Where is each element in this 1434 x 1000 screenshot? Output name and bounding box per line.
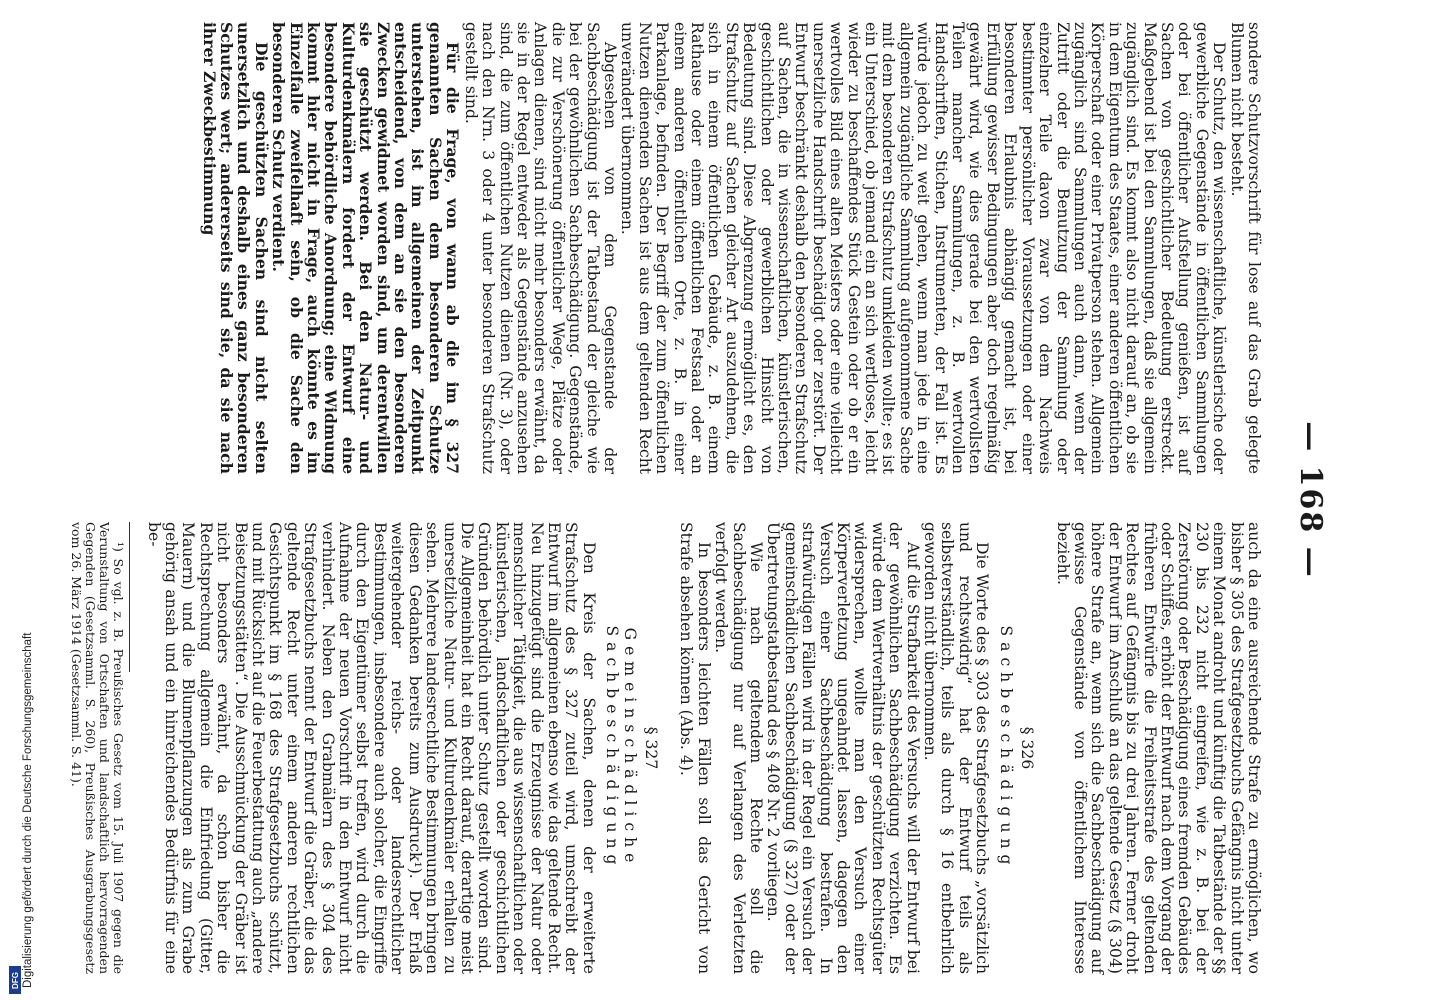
left-column [132, 22, 1262, 474]
paragraph: Auf die Strafbarkeit des Versuchs will der Entwurf bei der gewöhnlichen Sachbeschädigung verzichten. Es würde dem Wertverhältnis der geschützten Rechtsgüter widersprechen, wollte man den Versuch einer Körperverletzung ungeahndet lassen, dagegen den Versuch einer Sachbeschädigung bestrafen. In strafwürdigen Fällen wird in der Regel ein Versuch der gemeinschädlichen Sachbeschädigung (§ 327) oder der Übertretungstatbestand des § 408 Nr. 2 vorliegen. [764, 522, 922, 974]
paragraph: Für die Frage, von wann ab die im § 327 genannten Sachen dem besonderen Schutze unterstehen, ist im allgemeinen der Zeitpunkt entscheidend, von dem an sie den besonderen Zwecken gewidmet worden sind, um derentwillen sie geschützt werden. Bei den Natur- und Kulturdenkmälern fordert der Entwurf eine besondere behördliche Anordnung; eine Widmung kommt hier nicht in Frage, auch könnte es im Einzelfalle zweifelhaft sein, ob die Sache den besonderen Schutz verdient. [269, 22, 463, 474]
section-number-327: § 327 [642, 726, 660, 770]
paragraph: Abgesehen von dem Gegenstande der Sachbeschädigung ist der Tatbestand der gleiche wie bei der gewöhnlichen Sachbeschädigung. Gegenstände, die zur Verschönerung öffentlicher Wege, Plätze oder Anlagen dienen, sind nicht mehr besonders erwähnt, da sie in der Regel entweder als Gegenstände anzusehen sind, die zum öffentlichen Nutzen dienen (Nr. 3), oder nach den Nrn. 3 oder 4 unter besonderen Strafschutz gestellt sind. [461, 22, 619, 474]
paragraph: Der Schutz, den wissenschaftliche, künstlerische oder gewerbliche Gegenstände in öffentlichen Sammlungen oder bei öffentlicher Aufstellung genießen, ist auf Sachen von geschichtlicher Bedeutung erstreckt. Maßgebend ist bei den Sammlungen, daß sie allgemein zugänglich sind. Es kommt also nicht darauf an, ob sie in dem Eigentum des Staates, einer anderen öffentlichen Körperschaft oder einer Privatperson stehen. Allgemein zugänglich sind Sammlungen auch dann, wenn der Zutritt oder die Benutzung der Sammlung oder einzelner Teile davon zwar von dem Nachweis bestimmter persönlicher Voraussetzungen oder einer besonderen Erlaubnis abhängig gemacht ist, bei Erfüllung gewisser Bedingungen aber doch regelmäßig gewährt wird, wie dies gerade bei den wertvollsten Teilen mancher Sammlungen, z. B. wertvollen Handschriften, Stichen, Instrumenten, der Fall ist. Es würde jedoch zu weit gehen, wenn man jede in eine allgemein zugängliche Sammlung aufgenommene Sache mit dem besonderen Strafschutz umkleiden wollte; es ist ein Unterschied, ob jemand ein an sich wertloses, leicht wieder zu beschaffendes Stück Gestein oder ob er ein wertvolles Bild eines alten Meisters oder eine vielleicht unersetzliche Handschrift beschädigt oder zerstört. Der Entwurf beschränkt deshalb den besonderen Strafschutz auf Sachen, die in wissenschaftlichen, künstlerischen, geschichtlichen oder gewerblichen Hinsicht von Bedeutung sind. Diese Abgrenzung ermöglicht es, den Strafschutz auf Sachen gleicher Art auszudehnen, die sich in einem öffentlichen Gebäude, z. B. einem Rathause oder einem öffentlichen Festsaal oder an einem anderen öffentlichen Orte, z. B. in einer Parkanlage, befinden. Der Begriff der zum öffentlichen Nutzen dienenden Sachen ist aus dem geltenden Recht unverändert übernommen. [618, 22, 1229, 474]
paragraph: Die geschützten Sachen sind nicht selten unersetzlich und deshalb eines ganz besonderen Schutzes wert; andererseits sind sie, da sie nach ihrer Zweckbestimmung [199, 22, 271, 474]
paragraph: In besonders leichten Fällen soll das Gericht von Strafe absehen können (Abs. 4). [677, 522, 713, 974]
paragraph: auch da eine ausreichende Strafe zu ermöglichen, wo bisher § 305 des Strafgesetzbuchs Gefängnis nicht unter einem Monat androht und künftig die Tatbestände der §§ 230 bis 232 nicht eingreifen, wie z. B. bei der Zerstörung oder Beschädigung eines fremden Gebäudes oder Schiffes, erhöht der Entwurf nach dem Vorgang der früheren Entwürfe die Freiheitsstrafe des geltenden Rechtes auf Gefängnis bis zu drei Jahren. Ferner droht der Entwurf im Anschluß an das geltende Gesetz (§ 304) höhere Strafe an, wenn sich die Sachbeschädigung auf gewisse Gegenstände von öffentlichem Interesse bezieht. [1053, 522, 1263, 974]
footnote-divider [129, 522, 130, 672]
paragraph: Den Kreis der Sachen, denen der erweiterte Strafschutz des § 327 zuteil wird, umschreibt der Entwurf im allgemeinen ebenso wie das geltende Recht. Neu hinzugefügt sind die Erzeugnisse der Natur oder menschlicher Tätigkeit, die aus wissenschaftlichen oder künstlerischen, landschaftlichen oder geschichtlichen Gründen behördlich unter Schutz gestellt worden sind. Die Allgemeinheit hat ein Recht darauf, derartige meist unersetzliche Natur- und Kulturdenkmäler erhalten zu sehen. Mehrere landesrechtliche Bestimmungen bringen diesen Gedanken bereits zum Ausdruck¹). Der Erlaß weitergehender reichs- oder landesrechtlicher Bestimmungen, insbesondere auch solcher, die Eingriffe durch den Eigentümer selbst treffen, wird durch die Aufnahme der neuen Vorschrift in den Entwurf nicht verhindert. Neben den Grabmälern des § 304 des Strafgesetzbuchs nennt der Entwurf die Gräber, die das geltende Recht unter einem anderen rechtlichen Gesichtspunkt im § 168 des Strafgesetzbuchs schützt, und mit Rücksicht auf die Feuerbestattung auch „andere Beisetzungsstätten“. Die Ausschmückung der Gräber ist nicht besonders erwähnt, da schon bisher die Rechtsprechung allgemein die Einfriedung (Gitter, Mauern) und die Blumenpflanzungen als zum Grabe gehörig ansah und ein hinreichendes Bedürfnis für eine be- [144, 522, 598, 974]
footnote: ¹) So vgl. z. B. Preußisches Gesetz vom 15. Juli 1907 gegen die Verunstaltung von Ortschaften und landschaftlich hervorragenden Gegenden (Gesetzsamml. S. 260), Preußisches Ausgrabungsgesetz vom 26. März 1914 (Gesetzsamml. S. 41). [69, 522, 127, 974]
section-heading-326: Sachbeschädigung [996, 625, 1015, 871]
rotated-page [69, 0, 1332, 1000]
section-heading-327: Gemeinschädliche Sachbeschädigung [603, 625, 639, 871]
paragraph: Wie nach geltendem Rechte soll die Sachbeschädigung nur auf Verlangen des Verletzten verfolgt werden. [712, 522, 766, 974]
right-column [69, 522, 1263, 974]
dfg-logo-text: DFG [10, 971, 20, 989]
dfg-logo-icon [9, 966, 21, 994]
digitization-note: Digitalisierung gefördert durch die Deutsche Forschungsgemeinschaft [22, 632, 34, 988]
page-number: — 168 — [1293, 421, 1328, 579]
section-number-326: § 326 [1018, 726, 1037, 770]
paragraph: Die Worte des § 303 des Strafgesetzbuchs „vorsätzlich und rechtswidrig“ hat der Entwurf teils als selbstverständlich, teils als durch § 16 entbehrlich geworden nicht übernommen. [921, 522, 992, 974]
paragraph: sondere Schutzvorschrift für lose auf das Grab gelegte Blumen nicht besteht. [1227, 22, 1263, 474]
digitization-sidebar [4, 0, 34, 1000]
